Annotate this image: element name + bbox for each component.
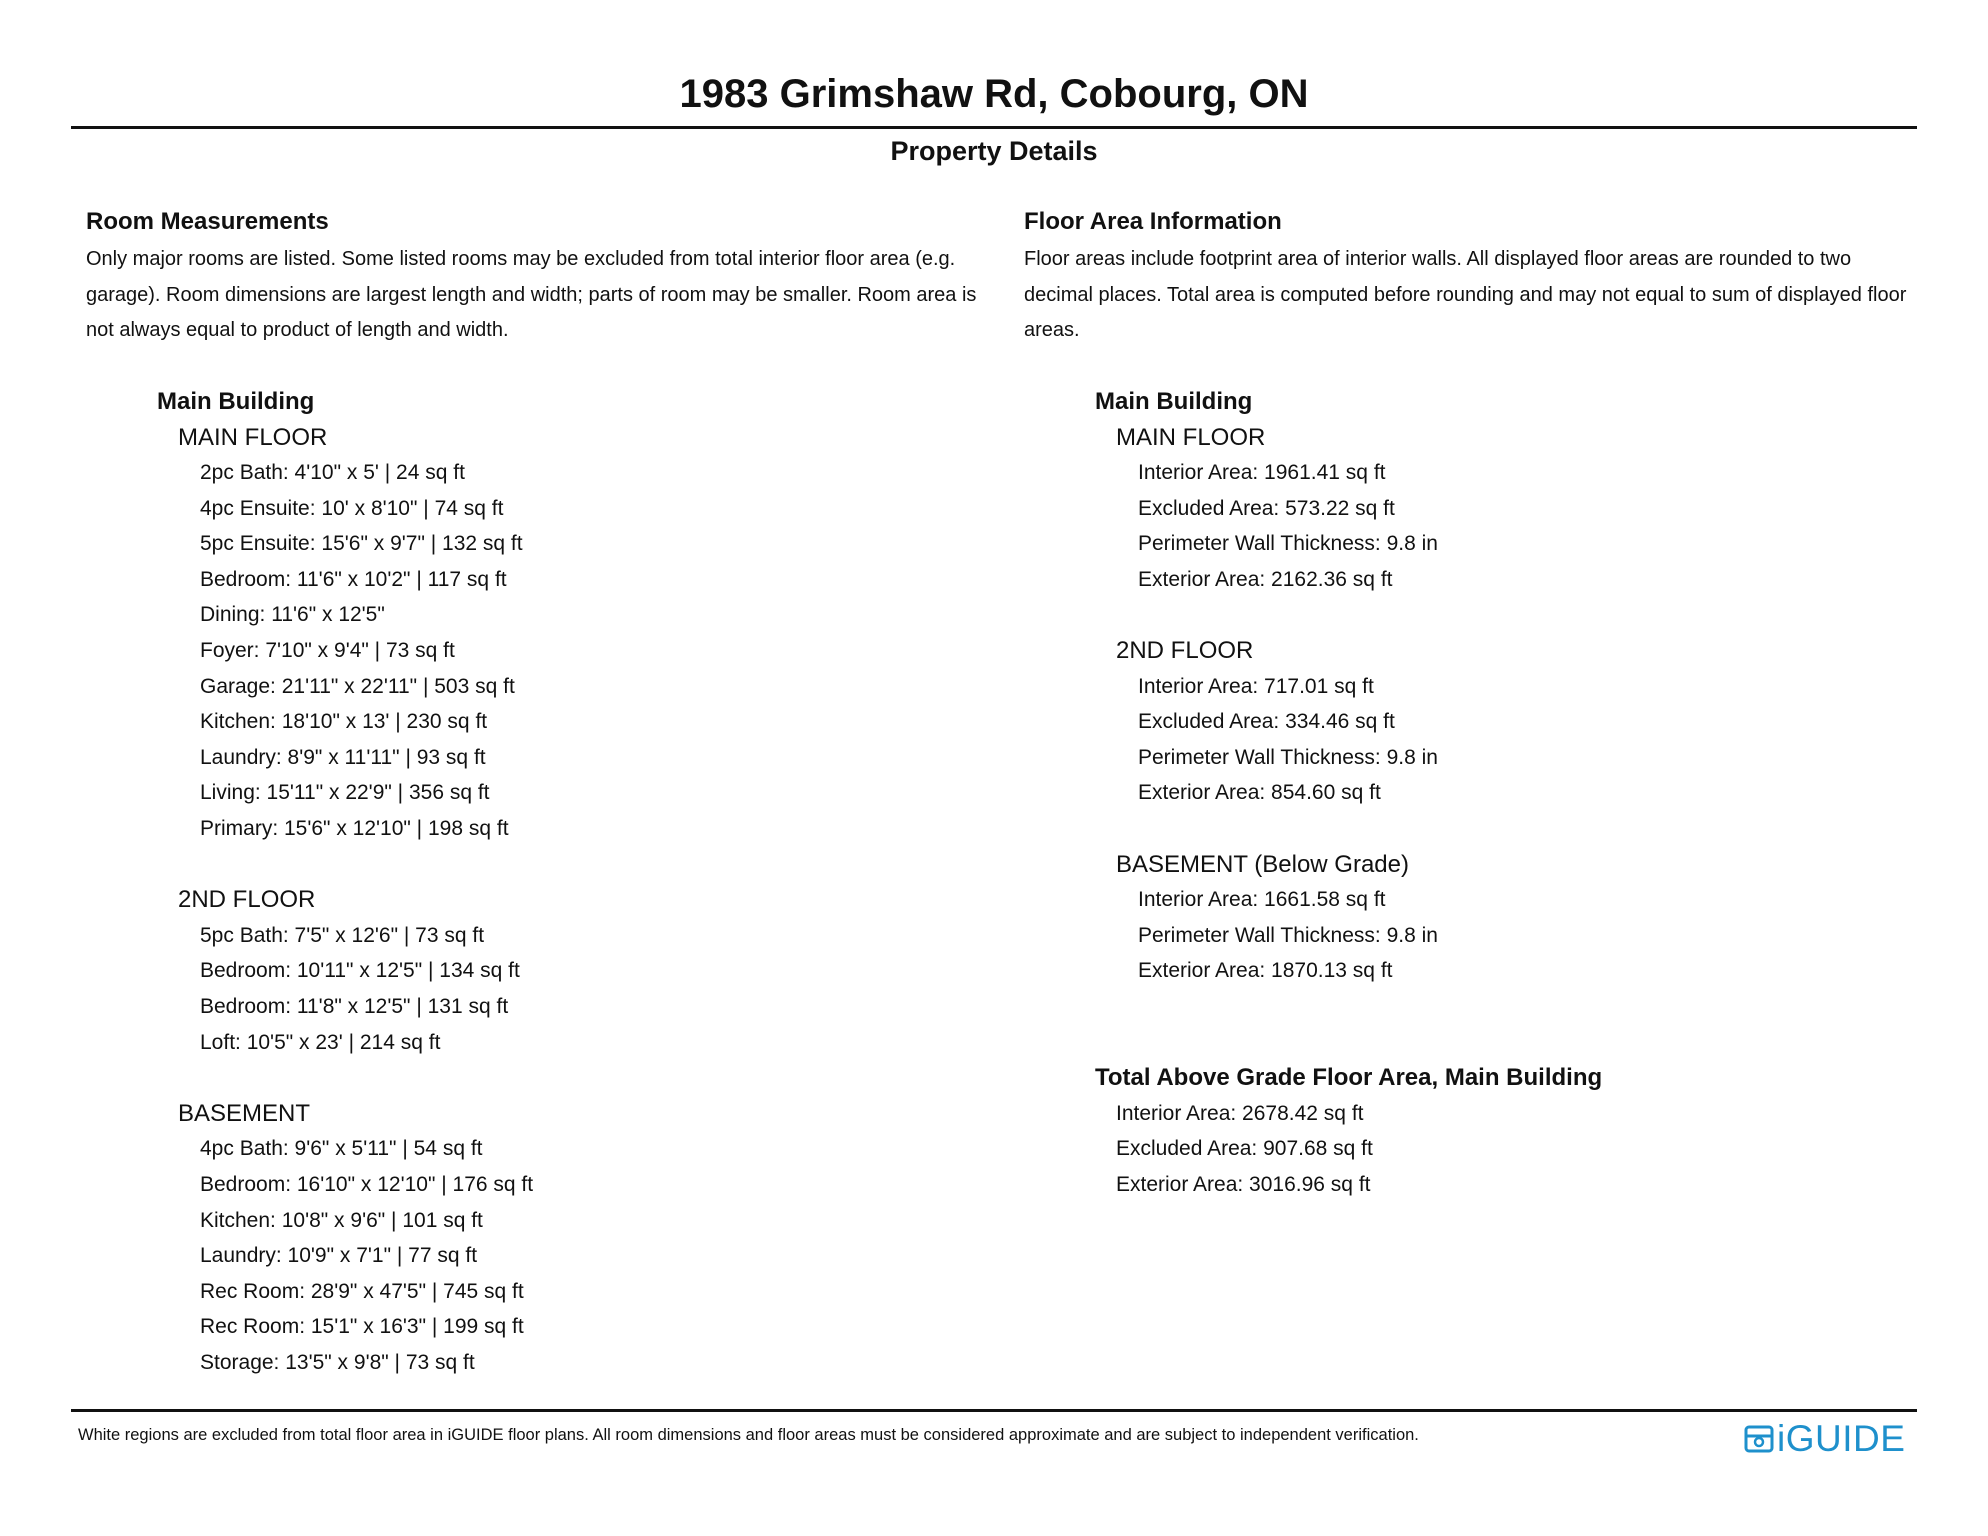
area-line: Interior Area: 717.01 sq ft <box>1138 674 1374 698</box>
room-line: Bedroom: 11'8" x 12'5" | 131 sq ft <box>200 995 509 1018</box>
title-divider <box>71 126 1917 129</box>
room-line: Bedroom: 11'6" x 10'2" | 117 sq ft <box>200 567 507 591</box>
floor-label-basement: BASEMENT (Below Grade) <box>1116 850 1409 878</box>
building-heading: Main Building <box>1095 388 1253 415</box>
total-area-line: Interior Area: 2678.42 sq ft <box>1116 1101 1364 1125</box>
floor-label-main: MAIN FLOOR <box>178 423 328 451</box>
room-line: Laundry: 8'9" x 11'11" | 93 sq ft <box>200 745 486 769</box>
room-measurements-heading: Room Measurements <box>86 208 329 235</box>
iguide-logo-text: iGUIDE <box>1777 1418 1906 1459</box>
floor-label-basement: BASEMENT <box>178 1099 311 1127</box>
room-line: Living: 15'11" x 22'9" | 356 sq ft <box>200 781 490 805</box>
area-line: Exterior Area: 854.60 sq ft <box>1138 781 1381 805</box>
room-line: 5pc Ensuite: 15'6" x 9'7" | 132 sq ft <box>200 532 523 556</box>
room-line: 4pc Ensuite: 10' x 8'10" | 74 sq ft <box>200 496 504 520</box>
room-line: Dining: 11'6" x 12'5" <box>200 603 385 627</box>
iguide-logo <box>1744 1418 1905 1460</box>
room-line: Rec Room: 28'9" x 47'5" | 745 sq ft <box>200 1279 524 1303</box>
room-line: Loft: 10'5" x 23' | 214 sq ft <box>200 1030 441 1054</box>
floor-label-2nd: 2ND FLOOR <box>178 886 316 914</box>
footer-divider <box>71 1409 1917 1412</box>
room-measurements-section <box>86 204 986 350</box>
room-line: Garage: 21'11" x 22'11" | 503 sq ft <box>200 674 515 698</box>
room-line: 2pc Bath: 4'10" x 5' | 24 sq ft <box>200 461 465 485</box>
building-heading: Main Building <box>157 388 315 415</box>
area-line: Interior Area: 1661.58 sq ft <box>1138 888 1386 912</box>
iguide-logo-icon <box>1744 1423 1774 1455</box>
room-line: Foyer: 7'10" x 9'4" | 73 sq ft <box>200 639 455 663</box>
area-line: Interior Area: 1961.41 sq ft <box>1138 461 1386 485</box>
total-area-line: Exterior Area: 3016.96 sq ft <box>1116 1172 1371 1196</box>
area-line: Perimeter Wall Thickness: 9.8 in <box>1138 532 1438 556</box>
room-line: 5pc Bath: 7'5" x 12'6" | 73 sq ft <box>200 923 485 947</box>
floor-label-main: MAIN FLOOR <box>1116 423 1266 451</box>
room-line: Primary: 15'6" x 12'10" | 198 sq ft <box>200 817 509 841</box>
page-title: 1983 Grimshaw Rd, Cobourg, ON <box>679 72 1309 116</box>
floor-area-building <box>1024 384 1924 1202</box>
floor-area-description: Floor areas include footprint area of interior walls. All displayed floor areas are rounded to two decimal places. Total area is computed before rounding and may not equal to sum of displayed floor areas. <box>1024 248 1907 341</box>
footer-disclaimer: White regions are excluded from total floor area in iGUIDE floor plans. All room dimensions and floor areas must be considered approximate and are subject to independent verification. <box>78 1426 1419 1444</box>
area-line: Perimeter Wall Thickness: 9.8 in <box>1138 923 1438 947</box>
area-line: Exterior Area: 1870.13 sq ft <box>1138 959 1393 983</box>
floor-label-2nd: 2ND FLOOR <box>1116 637 1254 665</box>
room-line: Storage: 13'5" x 9'8" | 73 sq ft <box>200 1350 475 1374</box>
area-line: Excluded Area: 334.46 sq ft <box>1138 710 1395 734</box>
room-line: Bedroom: 16'10" x 12'10" | 176 sq ft <box>200 1172 534 1196</box>
room-measurements-description: Only major rooms are listed. Some listed rooms may be excluded from total interior floor area (e.g. garage). Room dimensions are largest length and width; parts of room may be smaller. Room area is not always equal to product of length and width. <box>86 248 977 341</box>
room-line: 4pc Bath: 9'6" x 5'11" | 54 sq ft <box>200 1137 483 1161</box>
room-measurements-building <box>86 384 986 1381</box>
total-area-line: Excluded Area: 907.68 sq ft <box>1116 1137 1373 1161</box>
floor-area-heading: Floor Area Information <box>1024 208 1282 235</box>
floor-area-section <box>1024 204 1924 350</box>
area-line: Excluded Area: 573.22 sq ft <box>1138 496 1395 520</box>
area-line: Exterior Area: 2162.36 sq ft <box>1138 567 1393 591</box>
room-line: Rec Room: 15'1" x 16'3" | 199 sq ft <box>200 1315 524 1339</box>
room-line: Laundry: 10'9" x 7'1" | 77 sq ft <box>200 1244 478 1268</box>
total-area-heading: Total Above Grade Floor Area, Main Building <box>1095 1064 1603 1092</box>
room-line: Kitchen: 18'10" x 13' | 230 sq ft <box>200 710 488 734</box>
room-line: Kitchen: 10'8" x 9'6" | 101 sq ft <box>200 1208 483 1232</box>
page-subtitle: Property Details <box>890 136 1098 166</box>
area-line: Perimeter Wall Thickness: 9.8 in <box>1138 745 1438 769</box>
room-line: Bedroom: 10'11" x 12'5" | 134 sq ft <box>200 959 520 983</box>
